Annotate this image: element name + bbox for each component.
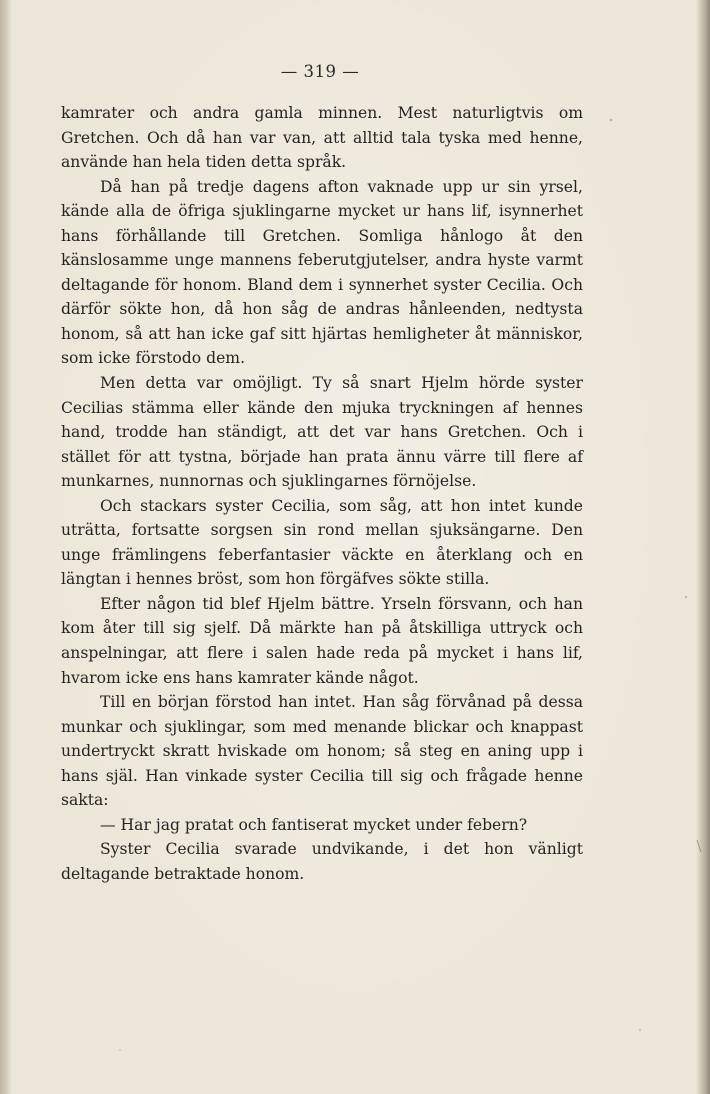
body-text: [61, 101, 583, 887]
page-left-edge: [0, 0, 12, 1094]
paragraph-2: Då han på tredje dagens afton vaknade upp ur sin yrsel, kände alla de öfriga sjuklingarne mycket ur hans lif, isynnerhet hans förhållande till Gretchen. Somliga hånlogo åt den känslosamme unge mannens feberutgjutelser, andra hyste varmt deltagande för honom. Bland dem i synnerhet syster Cecilia. Och därför sökte hon, då hon såg de andras hånleenden, nedtysta honom, så att han icke gaf sitt hjärtas hemligheter åt människor, som icke förstodo dem.: [61, 177, 583, 368]
paragraph-3: Men detta var omöjligt. Ty så snart Hjelm hörde syster Cecilias stämma eller kände den mjuka tryckningen af hennes hand, trodde han ständigt, att det var hans Gretchen. Och i stället för att tystna, började han prata ännu värre till flere af munkarnes, nunnornas och sjuklingarnes förnöjelse.: [61, 374, 583, 491]
paragraph-7: — Har jag pratat och fantiserat mycket under febern?: [100, 815, 528, 834]
paragraph-4: Och stackars syster Cecilia, som såg, att hon intet kunde uträtta, fortsatte sorgsen sin rond mellan sjuksängarne. Den unge främlingens feberfantasier väckte en återklang och en längtan i hennes bröst, som hon förgäfves sökte stilla.: [61, 496, 583, 589]
paragraph-1: kamrater och andra gamla minnen. Mest naturligtvis om Gretchen. Och då han var van, att alltid tala tyska med henne, använde han hela tiden detta språk.: [61, 104, 583, 172]
paragraph-5: Efter någon tid blef Hjelm bättre. Yrseln försvann, och han kom åter till sig sjelf. Då märkte han på åtskilliga uttryck och anspelningar, att flere i salen hade reda på mycket i hans lif, hvarom icke ens hans kamrater kände något.: [61, 594, 583, 687]
page-number: — 319 —: [280, 62, 360, 81]
paragraph-6: Till en början förstod han intet. Han såg förvånad på dessa munkar och sjuklingar, som med menande blickar och knappast undertryckt skratt hviskade om honom; så steg en aning upp i hans själ. Han vinkade syster Cecilia till sig och frågade henne sakta:: [61, 693, 583, 810]
page-right-edge: [696, 0, 710, 1094]
paragraph-8: Syster Cecilia svarade undvikande, i det hon vänligt deltagande betraktade honom.: [61, 840, 583, 883]
